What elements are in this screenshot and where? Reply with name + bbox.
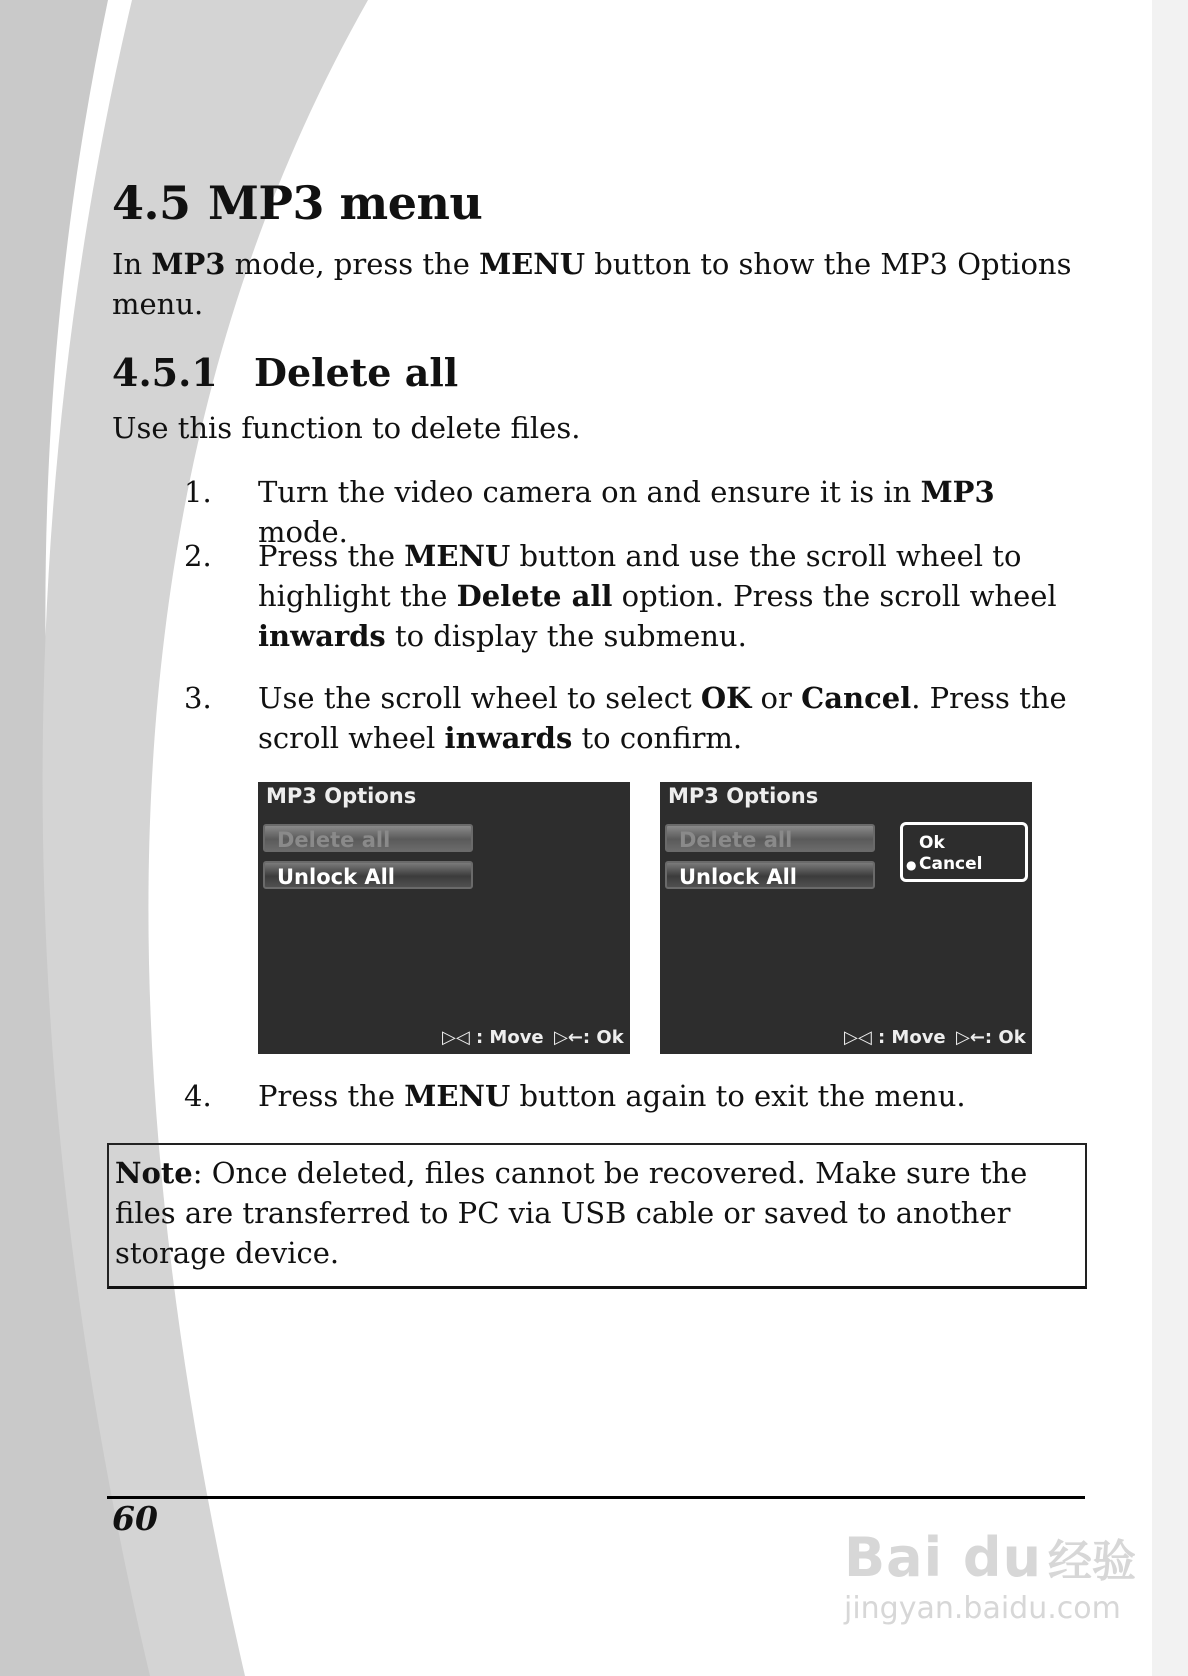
menu-item-delete-all: Delete all [263, 824, 473, 852]
subsection-heading: 4.5.1 Delete all [112, 350, 459, 395]
section-heading: 4.5 MP3 menu [112, 176, 483, 230]
ok-hint: ▷←: Ok [956, 1027, 1026, 1048]
menu-item-unlock-all: Unlock All [263, 861, 473, 889]
submenu-ok: Ok [919, 833, 945, 853]
manual-page: 4.5 MP3 menu In MP3 mode, press the MENU button to show the MP3 Options menu. 4.5.1 Delete all Use this function to delete files. 1. Turn the video camera on and ensure it is in MP3 mode. 2. Press the MENU button and use the scroll wheel to highlight the Delete all option. Press the scroll wheel inwards to display the submenu. 3. Use the scroll wheel to select OK or Cancel. Press the scroll wheel inwards to confirm. MP3 Options Delete all Unlock All ▷◁ : Move ▷←: Ok MP3 Options Delete all Unlock All Ok ● Cancel ▷◁ : Move ▷←: Ok 4. Press the MENU button again to exit the menu. Note: Once deleted, files cannot be recovered. Make sure the files are transferred to PC via USB cable or saved to another storage device. 60 Bai du 经验 jingyan.baidu.com [0, 0, 1188, 1676]
page-number: 60 [112, 1499, 158, 1538]
footer-rule [107, 1496, 1085, 1499]
screen-title: MP3 Options [668, 784, 819, 808]
menu-item-delete-all: Delete all [665, 824, 875, 852]
note-box: Note: Once deleted, files cannot be recovered. Make sure the files are transferred to PC via USB cable or saved to another storage device. [107, 1143, 1087, 1289]
ok-hint: ▷←: Ok [554, 1027, 624, 1048]
screen-title: MP3 Options [266, 784, 417, 808]
subsection-intro: Use this function to delete files. [112, 411, 581, 445]
selected-bullet-icon: ● [906, 858, 917, 872]
intro-paragraph: In MP3 mode, press the MENU button to show the MP3 Options menu. [112, 247, 1072, 321]
move-hint: ▷◁ : Move [442, 1027, 544, 1048]
mp3-options-screenshot-2 [660, 782, 1032, 1054]
baidu-watermark: Bai du 经验 jingyan.baidu.com [844, 1526, 1137, 1626]
menu-item-unlock-all: Unlock All [665, 861, 875, 889]
mp3-options-screenshot-1 [258, 782, 630, 1054]
submenu-cancel: Cancel [919, 854, 983, 874]
confirm-submenu [900, 822, 1028, 882]
move-hint: ▷◁ : Move [844, 1027, 946, 1048]
